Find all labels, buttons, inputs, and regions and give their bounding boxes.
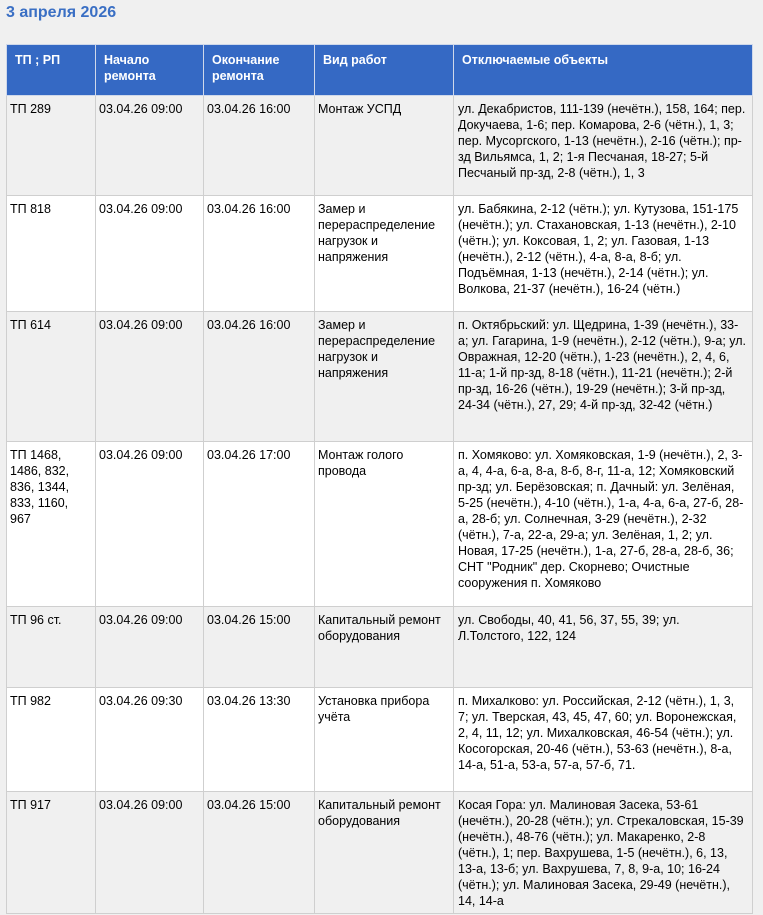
cell-objects: ул. Бабякина, 2-12 (чётн.); ул. Кутузова, 151-175 (нечётн.); ул. Стахановская, 1-13 (нечётн.), 2-10 (чётн.); ул. Коксовая, 1, 2; ул. Газовая, 1-13 (нечётн.), 2-12 (чётн.), 4-а, 8-а, 8-б; ул. Подъёмная, 1-13 (нечётн.), 2-14 (чётн.); ул. Волкова, 21-37 (нечётн.), 16-24 (чётн.) [454,196,753,312]
cell-end: 03.04.26 16:00 [204,196,315,312]
table-row [7,792,753,914]
cell-work-type: Капитальный ремонт оборудования [315,792,454,914]
cell-start: 03.04.26 09:00 [96,792,204,914]
cell-objects: п. Михалково: ул. Российская, 2-12 (чётн.), 1, 3, 7; ул. Тверская, 43, 45, 47, 60; ул. Воронежская, 2, 4, 11, 12; ул. Михалковская, 46-54 (чётн.); ул. Косогорская, 20-46 (чётн.), 53-63 (нечётн.), 8-а, 14-а, 51-а, 53-а, 57-а, 57-б, 71. [454,688,753,792]
header-end: Окончание ремонта [204,45,315,96]
cell-tp: ТП 1468, 1486, 832, 836, 1344, 833, 1160, 967 [7,442,96,607]
cell-start: 03.04.26 09:00 [96,96,204,196]
cell-end: 03.04.26 15:00 [204,607,315,688]
cell-tp: ТП 614 [7,312,96,442]
cell-objects: п. Хомяково: ул. Хомяковская, 1-9 (нечётн.), 2, 3-а, 4, 4-а, 6-а, 8-а, 8-б, 8-г, 11-а, 12; Хомяковский пр-зд; ул. Берёзовская; п. Дачный: ул. Зелёная, 5-25 (нечётн.), 4-10 (чётн.), 1-а, 4-а, 6-а, 27-б, 28-а, 28-б; ул. Солнечная, 3-29 (нечётн.), 2-32 (чётн.), 7-а, 22-а, 29-а; ул. Зелёная, 1, 2; ул. Новая, 17-25 (нечётн.), 1-а, 27-б, 28-а, 28-б, 36; СНТ "Родник" дер. Скорнево; Очистные сооружения п. Хомяково [454,442,753,607]
cell-objects: ул. Декабристов, 111-139 (нечётн.), 158, 164; пер. Докучаева, 1-6; пер. Комарова, 2-6 (чётн.), 1, 3; пер. Мусоргского, 1-13 (нечётн.), 2-16 (чётн.); пр-зд Вильямса, 1, 2; 1-я Песчаная, 18-27; 5-й Песчаный пр-зд, 2-8 (чётн.), 1, 3 [454,96,753,196]
cell-tp: ТП 917 [7,792,96,914]
page-date-title: 3 апреля 2026 [6,4,117,21]
table-row [7,607,753,688]
cell-start: 03.04.26 09:00 [96,607,204,688]
cell-objects: п. Октябрьский: ул. Щедрина, 1-39 (нечётн.), 33-а; ул. Гагарина, 1-9 (нечётн.), 2-12 (чётн.), 9-а; ул. Овражная, 12-20 (чётн.), 1-23 (нечётн.), 2, 4, 6, 11-а; 1-й пр-зд, 8-18 (чётн.), 11-21 (нечётн.); 2-й пр-зд, 16-26 (чётн.), 19-29 (нечётн.); 3-й пр-зд, 24-34 (чётн.), 27, 29; 4-й пр-зд, 32-42 (чётн.) [454,312,753,442]
cell-objects: Косая Гора: ул. Малиновая Засека, 53-61 (нечётн.), 20-28 (чётн.); ул. Стрекаловская, 15-39 (нечётн.), 48-76 (чётн.); ул. Макаренко, 2-8 (чётн.), 1; пер. Вахрушева, 1-5 (нечётн.), 6, 13, 13-а, 13-б; ул. Вахрушева, 7, 8, 9-а, 10; 16-24 (чётн.); ул. Малиновая Засека, 29-49 (нечётн.), 14, 14-а [454,792,753,914]
cell-end: 03.04.26 17:00 [204,442,315,607]
table-body [7,96,753,914]
table-header [7,45,753,96]
cell-start: 03.04.26 09:00 [96,196,204,312]
cell-start: 03.04.26 09:00 [96,312,204,442]
cell-work-type: Замер и перераспределение нагрузок и напряжения [315,196,454,312]
header-start: Начало ремонта [96,45,204,96]
header-objects: Отключаемые объекты [454,45,753,96]
table-row [7,442,753,607]
table-row [7,688,753,792]
header-row [7,45,753,96]
cell-start: 03.04.26 09:30 [96,688,204,792]
cell-work-type: Монтаж УСПД [315,96,454,196]
header-tp: ТП ; РП [7,45,96,96]
cell-end: 03.04.26 15:00 [204,792,315,914]
table-row [7,312,753,442]
cell-tp: ТП 818 [7,196,96,312]
cell-start: 03.04.26 09:00 [96,442,204,607]
table-row [7,196,753,312]
outage-schedule-table [6,44,753,914]
cell-work-type: Капитальный ремонт оборудования [315,607,454,688]
cell-work-type: Монтаж голого провода [315,442,454,607]
header-work-type: Вид работ [315,45,454,96]
cell-objects: ул. Свободы, 40, 41, 56, 37, 55, 39; ул. Л.Толстого, 122, 124 [454,607,753,688]
cell-work-type: Установка прибора учёта [315,688,454,792]
cell-end: 03.04.26 13:30 [204,688,315,792]
cell-end: 03.04.26 16:00 [204,96,315,196]
cell-work-type: Замер и перераспределение нагрузок и напряжения [315,312,454,442]
cell-end: 03.04.26 16:00 [204,312,315,442]
cell-tp: ТП 96 ст. [7,607,96,688]
cell-tp: ТП 982 [7,688,96,792]
table-row [7,96,753,196]
cell-tp: ТП 289 [7,96,96,196]
